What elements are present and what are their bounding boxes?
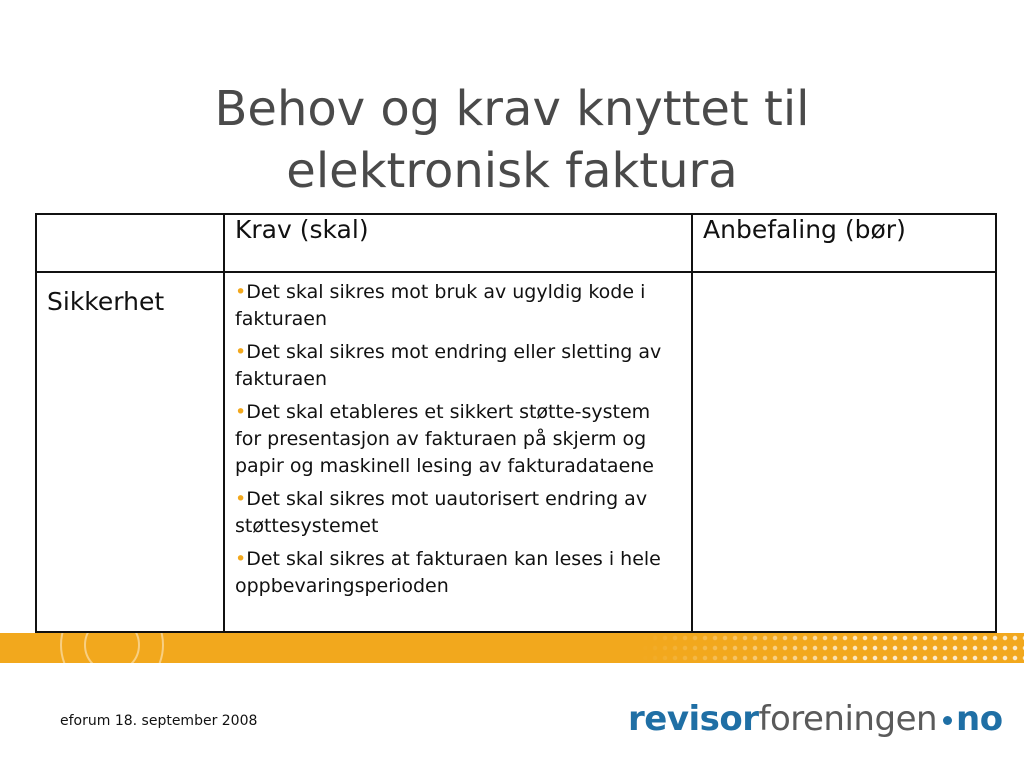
bullet-icon: • xyxy=(235,341,247,363)
logo-part-revisor: revisor xyxy=(628,699,759,739)
list-item: •Det skal sikres at fakturaen kan leses i hele oppbevaringsperioden xyxy=(235,548,661,597)
logo xyxy=(628,697,1003,741)
logo-part-no: no xyxy=(956,699,1003,739)
decorative-circle-inner xyxy=(84,633,140,663)
krav-cell xyxy=(224,272,692,632)
header-cell-krav: Krav (skal) xyxy=(224,214,692,272)
accent-band xyxy=(0,633,1024,663)
bullet-icon: • xyxy=(235,488,247,510)
anbefaling-cell xyxy=(692,272,996,632)
bullet-icon: • xyxy=(235,548,247,570)
list-item: •Det skal sikres mot uautorisert endring av støttesystemet xyxy=(235,488,648,537)
table-row xyxy=(36,272,996,632)
requirements-table xyxy=(35,213,997,633)
footer-date: eforum 18. september 2008 xyxy=(60,713,258,729)
slide-title xyxy=(0,78,1024,202)
krav-list xyxy=(235,279,681,600)
row-label-sikkerhet: Sikkerhet xyxy=(36,272,224,632)
header-cell-anbefaling: Anbefaling (bør) xyxy=(692,214,996,272)
bullet-icon: • xyxy=(235,281,247,303)
logo-dot-icon xyxy=(943,716,952,725)
title-line-1: Behov og krav knyttet til xyxy=(214,81,810,137)
header-cell-empty xyxy=(36,214,224,272)
logo-part-foreningen: foreningen xyxy=(758,699,938,739)
decorative-dot-pattern xyxy=(640,633,1024,663)
list-item: •Det skal sikres mot bruk av ugyldig kode i fakturaen xyxy=(235,281,646,330)
list-item: •Det skal sikres mot endring eller sletting av fakturaen xyxy=(235,341,662,390)
list-item: •Det skal etableres et sikkert støtte-system for presentasjon av fakturaen på skjerm og papir og maskinell lesing av fakturadataene xyxy=(235,401,654,477)
bullet-icon: • xyxy=(235,401,247,423)
title-line-2: elektronisk faktura xyxy=(286,143,738,199)
table-header-row xyxy=(36,214,996,272)
